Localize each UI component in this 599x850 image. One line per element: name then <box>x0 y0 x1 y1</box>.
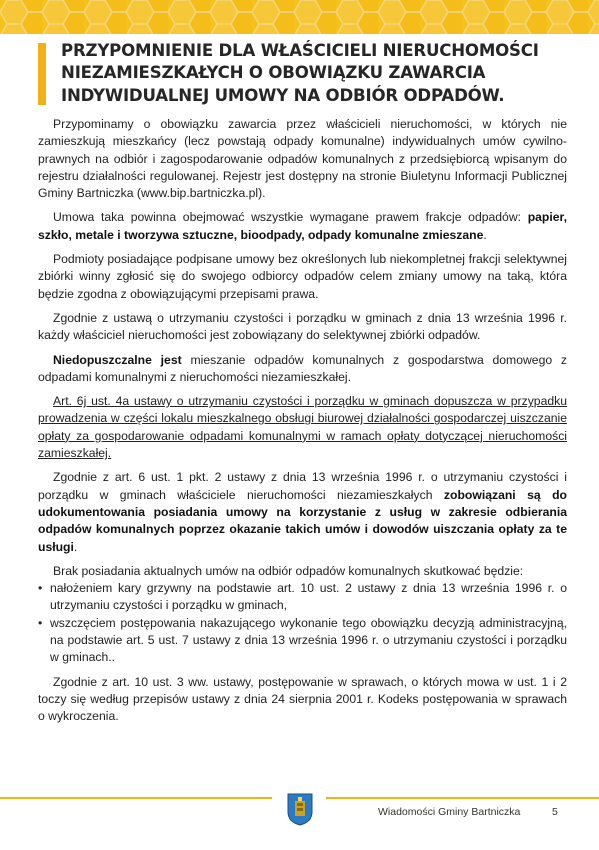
obligation-intro: Zgodnie z art. 6 ust. 1 pkt. 2 ustawy z dnia 13 września 1996 r. o utrzymaniu czystości i porządku w gminach właściciele nieruchomości niezamieszkałych <box>38 470 567 502</box>
honeycomb-header-band <box>0 0 599 34</box>
fractions-intro: Umowa taka powinna obejmować wszystkie wymagane prawem frakcje odpadów: <box>53 210 528 225</box>
paragraph-selective-collection: Zgodnie z ustawą o utrzymaniu czystości i porządku w gminach z dnia 13 września 1996 r. każdy właściciel nieruchomości jest zobowiązany do selektywnej zbiórki odpadów. <box>38 310 567 343</box>
list-item <box>38 580 567 615</box>
mixing-prohibited-text: mieszanie odpadów komunalnych z gospodarstwa domowego z odpadami komunalnymi z nieruchomości niezamieszkałej. <box>38 352 568 384</box>
article-title-block <box>38 40 568 108</box>
paragraph-procedure: Zgodnie z art. 10 ust. 3 ww. ustawy, postępowanie w sprawach, o których mowa w ust. 1 i 2 toczy się według przepisów ustawy z dnia 24 sierpnia 2001 r. Kodeks postępowania w sprawach o wykroczenia. <box>38 674 567 724</box>
title-line: PRZYPOMNIENIE DLA WŁAŚCICIELI NIERUCHOMOŚCI <box>61 41 539 60</box>
title-line: NIEZAMIESZKAŁYCH O OBOWIĄZKU ZAWARCIA <box>61 63 486 83</box>
bullet-icon: • <box>38 615 43 630</box>
list-item-text: wszczęciem postępowania nakazującego wykonanie tego obowiązku decyzją administracyjną, na podstawie art. 5 ust. 7 ustawy z dnia 13 września 1996 r. o utrzymaniu czystości i porządku w gminach.. <box>50 615 567 665</box>
title-accent-bar <box>38 43 46 105</box>
obligation-bold: zobowiązani są do udokumentowania posiadania umowy na korzystanie z usług w zakresie odbierania odpadów komunalnych poprzez okazanie takich umów i dowodów uiszczania opłaty za te usługi <box>38 487 567 554</box>
list-item <box>38 615 567 667</box>
bullet-icon: • <box>38 581 43 596</box>
publication-name: Wiadomości Gminy Bartniczka <box>378 806 521 818</box>
paragraph-fractions <box>38 209 567 244</box>
article-title <box>61 40 571 107</box>
paragraph-consequences: Brak posiadania aktualnych umów na odbiór odpadów komunalnych skutkować będzie: <box>53 563 524 578</box>
title-line: INDYWIDUALNEJ UMOWY NA ODBIÓR ODPADÓW. <box>61 85 505 105</box>
obligation-end: . <box>73 539 78 554</box>
fractions-list: papier, szkło, metale i tworzywa sztuczne, bioodpady, odpady komunalne zmieszane <box>38 210 567 242</box>
municipality-crest-icon <box>286 792 314 826</box>
paragraph-incomplete-contracts: Podmioty posiadające podpisane umowy bez określonych lub niekompletnej frakcji selektywnej zbiórki winny zgłosić się do swojego odbiorcy odpadów celem zmiany umowy na taką, która będzie zgodna z obowiązującymi przepisami prawa. <box>38 252 567 301</box>
footer-rule-right <box>326 797 599 799</box>
fractions-end: . <box>483 227 487 242</box>
consequences-list <box>38 580 567 666</box>
list-item-text: nałożeniem kary grzywny na podstawie art. 10 ust. 2 ustawy z dnia 13 września 1996 r. o utrzymaniu czystości i porządku w gminach, <box>50 581 567 613</box>
honeycomb-pattern-icon <box>0 0 599 34</box>
paragraph-mixing-prohibited <box>38 352 567 387</box>
page-number: 5 <box>552 806 558 818</box>
article-body <box>38 116 567 733</box>
paragraph-obligation <box>38 469 567 555</box>
paragraph-reminder: Przypominamy o obowiązku zawarcia przez właścicieli nieruchomości, w których nie zamieszkują mieszkańcy (lecz powstają odpady komunalne) indywidualnych umów cywilno-prawnych na odbiór i zagospodarowanie odpadów komunalnych z przedsiębiorcą wpisanym do rejestru działalności regulowanej. Rejestr jest dostępny na stronie Biuletynu Informacji Publicznej Gminy Bartniczka (www.bip.bartniczka.pl). <box>38 117 567 201</box>
paragraph-art-6j: Art. 6j ust. 4a ustawy o utrzymaniu czystości i porządku w gminach dopuszcza w przypadku prowadzenia w części lokalu mieszkalnego obsługi biurowej działalności gospodarczej uiszczanie opłaty za gospodarowanie odpadami komunalnymi w ramach opłaty dotyczącej nieruchomości zamieszkałej. <box>38 394 567 461</box>
mixing-prohibited-label: Niedopuszczalne jest <box>53 352 182 367</box>
footer-rule-left <box>0 797 272 799</box>
